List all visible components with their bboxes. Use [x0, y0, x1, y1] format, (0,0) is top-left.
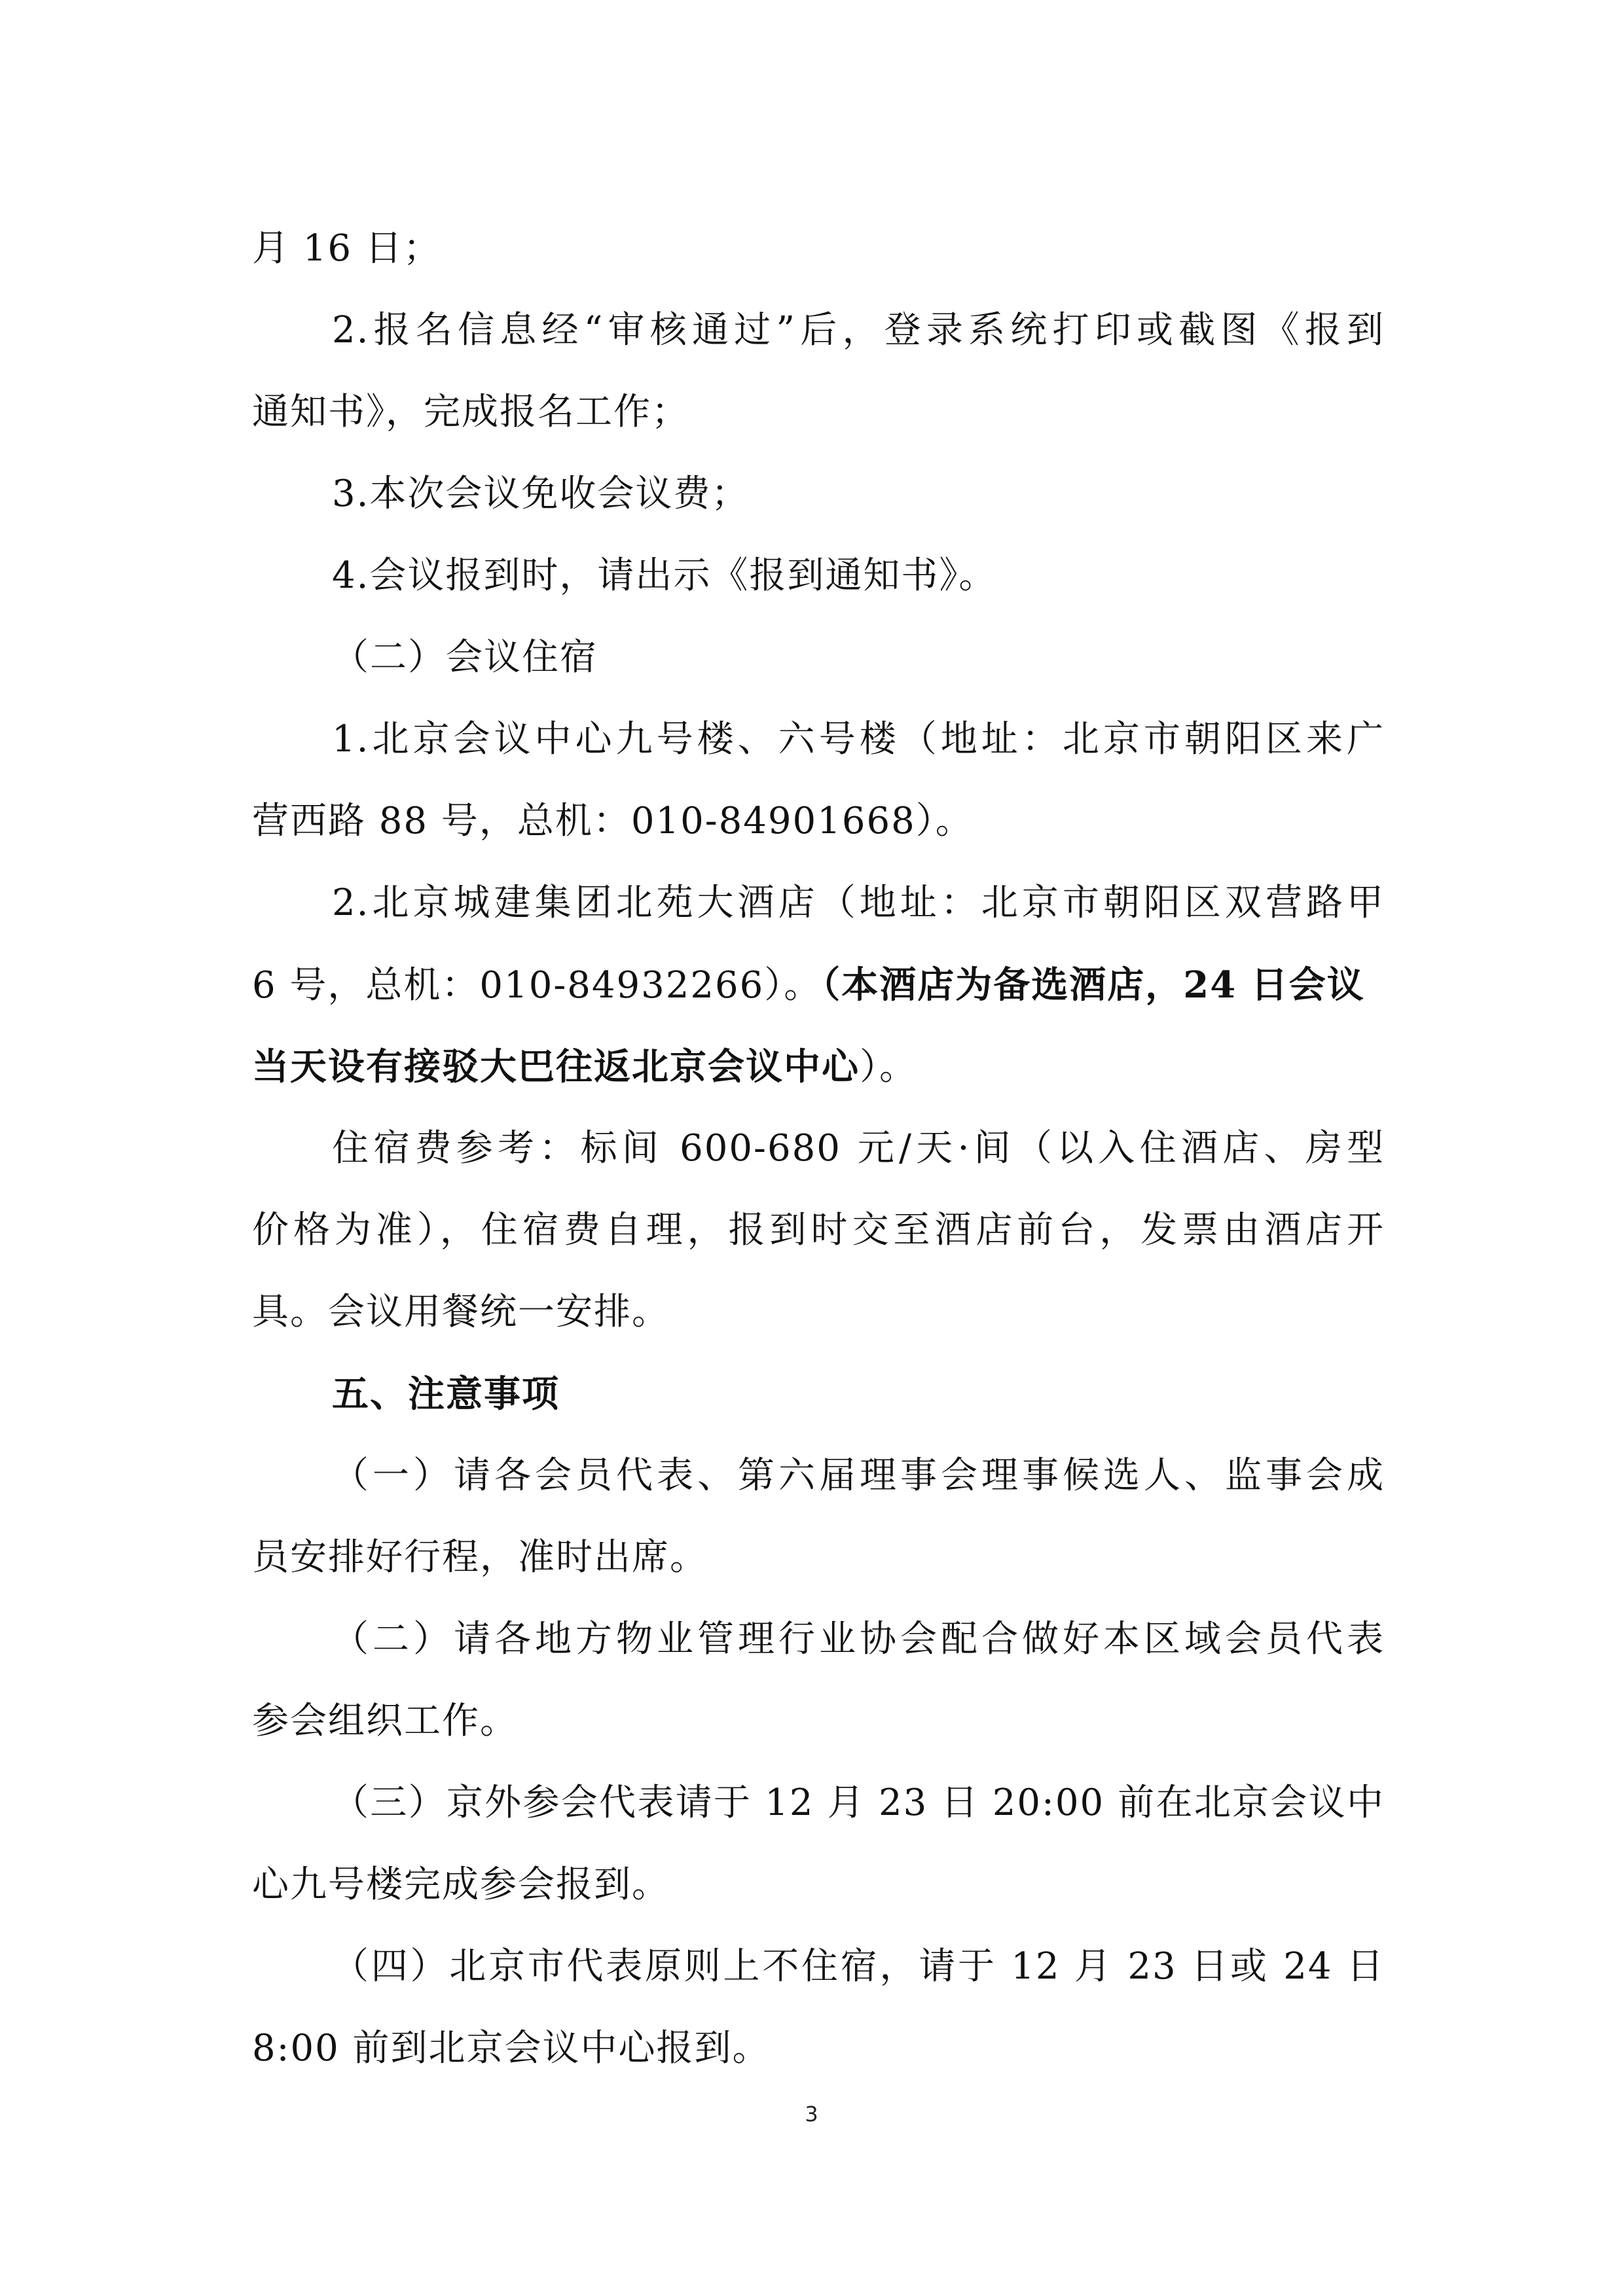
text-line-9: 2.北京城建集团北苑大酒店（地址：北京市朝阳区双营路甲 [332, 882, 1385, 924]
text-line-10 [252, 956, 1385, 1014]
text-segment-bold: 当天设有接驳大巴往返北京会议中心 [252, 1045, 860, 1088]
text-line-22: （四）北京市代表原则上不住宿，请于 12 月 23 日或 24 日 [332, 1945, 1385, 1988]
text-line-7: 1.北京会议中心九号楼、六号楼（地址：北京市朝阳区来广 [332, 718, 1385, 761]
text-line-17: 员安排好行程，准时出席。 [252, 1536, 708, 1579]
text-segment-bold: （本酒店为备选酒店，24 日会议 [822, 963, 1365, 1007]
page-number: 3 [805, 2102, 818, 2126]
text-line-14: 具。会议用餐统一安排。 [252, 1291, 670, 1333]
text-line-13: 价格为准），住宿费自理，报到时交至酒店前台，发票由酒店开 [252, 1209, 1385, 1251]
text-line-19: 参会组织工作。 [252, 1700, 518, 1742]
text-line-2: 2.报名信息经“审核通过”后，登录系统打印或截图《报到 [332, 309, 1385, 351]
text-line-12: 住宿费参考：标间 600-680 元/天·间（以入住酒店、房型 [332, 1127, 1385, 1170]
section-heading-notes: 五、注意事项 [332, 1372, 560, 1416]
text-segment-normal: 6 号，总机：010-84932266）。 [252, 964, 822, 1007]
text-segment-normal: ）。 [860, 1046, 917, 1088]
text-line-5: 4.会议报到时，请出示《报到通知书》。 [332, 554, 997, 597]
text-line-11 [252, 1037, 1385, 1096]
text-line-8: 营西路 88 号，总机：010-84901668）。 [252, 800, 974, 842]
text-line-4: 3.本次会议免收会议费； [332, 473, 750, 515]
text-line-16: （一）请各会员代表、第六届理事会理事候选人、监事会成 [332, 1454, 1385, 1497]
text-line-3: 通知书》，完成报名工作； [252, 391, 689, 433]
text-line-21: 心九号楼完成参会报到。 [252, 1863, 670, 1906]
text-line-23: 8:00 前到北京会议中心报到。 [252, 2027, 771, 2070]
text-line-18: （二）请各地方物业管理行业协会配合做好本区域会员代表 [332, 1618, 1385, 1660]
section-heading-accommodation: （二）会议住宿 [332, 636, 598, 679]
text-line-20: （三）京外参会代表请于 12 月 23 日 20:00 前在北京会议中 [332, 1782, 1385, 1824]
text-line-1: 月 16 日； [252, 227, 441, 270]
